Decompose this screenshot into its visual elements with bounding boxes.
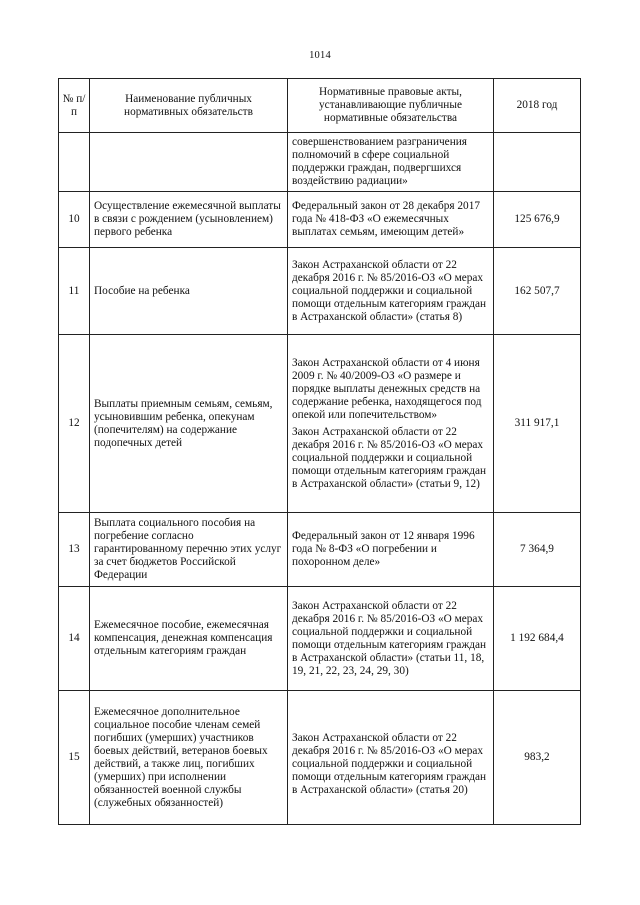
row-num: 11 — [59, 248, 90, 335]
row-name: Выплата социального пособия на погребение согласно гарантированному перечню этих услуг за счет бюджетов Российской Федерации — [90, 513, 288, 587]
row-amount: 983,2 — [494, 691, 581, 825]
row-num: 10 — [59, 192, 90, 248]
row-num: 13 — [59, 513, 90, 587]
act-text: Закон Астраханской области от 22 декабря 2016 г. № 85/2016-ОЗ «О мерах социальной поддержки и социальной помощи отдельным категориям граждан в Астраханской области» (статьи 11, 18, 19, 21, 22, 23, 24, 29, 30) — [292, 599, 487, 677]
row-amount: 7 364,9 — [494, 513, 581, 587]
obligations-table — [58, 78, 581, 825]
page-number: 1014 — [309, 50, 331, 61]
row-acts — [288, 192, 494, 248]
row-name — [90, 133, 288, 192]
row-amount: 162 507,7 — [494, 248, 581, 335]
table-row — [59, 587, 581, 691]
row-name: Осуществление ежемесячной выплаты в связи с рождением (усыновлением) первого ребенка — [90, 192, 288, 248]
table-row — [59, 335, 581, 513]
row-name: Пособие на ребенка — [90, 248, 288, 335]
row-num — [59, 133, 90, 192]
table-row — [59, 192, 581, 248]
act-text: Закон Астраханской области от 4 июня 2009 г. № 40/2009-ОЗ «О размере и порядке выплаты денежных средств на содержание ребенка, находящегося под опекой или попечительством» — [292, 356, 482, 421]
row-amount — [494, 133, 581, 192]
table-row — [59, 513, 581, 587]
act-text: Федеральный закон от 28 декабря 2017 года № 418-ФЗ «О ежемесячных выплатах семьям, имеющим детей» — [292, 200, 481, 238]
row-amount: 311 917,1 — [494, 335, 581, 513]
header-year: 2018 год — [494, 79, 581, 133]
row-num: 12 — [59, 335, 90, 513]
row-num: 15 — [59, 691, 90, 825]
row-amount: 1 192 684,4 — [494, 587, 581, 691]
row-acts — [288, 248, 494, 335]
header-name: Наименование публичных нормативных обязательств — [90, 79, 288, 133]
act-text: совершенствованием разграничения полномочий в сфере социальной поддержки граждан, подвергшихся воздействию радиации» — [292, 136, 467, 187]
row-name: Ежемесячное пособие, ежемесячная компенсация, денежная компенсация отдельным категориям граждан — [90, 587, 288, 691]
row-acts — [288, 335, 494, 513]
header-acts: Нормативные правовые акты, устанавливающие публичные нормативные обязательства — [288, 79, 494, 133]
row-acts — [288, 133, 494, 192]
table-row — [59, 248, 581, 335]
row-name: Выплаты приемным семьям, семьям, усыновившим ребенка, опекунам (попечителям) на содержание подопечных детей — [90, 335, 288, 513]
act-text: Закон Астраханской области от 22 декабря 2016 г. № 85/2016-ОЗ «О мерах социальной поддержки и социальной помощи отдельным категориям граждан в Астраханской области» (статья 8) — [292, 258, 487, 323]
table-row — [59, 133, 581, 192]
act-text: Федеральный закон от 12 января 1996 года № 8-ФЗ «О погребении и похоронном деле» — [292, 530, 475, 568]
row-acts — [288, 587, 494, 691]
act-text: Закон Астраханской области от 22 декабря 2016 г. № 85/2016-ОЗ «О мерах социальной поддержки и социальной помощи отдельным категориям граждан в Астраханской области» (статья 20) — [292, 732, 487, 796]
row-acts — [288, 691, 494, 825]
row-num: 14 — [59, 587, 90, 691]
row-amount: 125 676,9 — [494, 192, 581, 248]
header-num: № п/п — [59, 79, 90, 133]
table-row — [59, 691, 581, 825]
row-acts — [288, 513, 494, 587]
act-text: Закон Астраханской области от 22 декабря 2016 г. № 85/2016-ОЗ «О мерах социальной поддержки и социальной помощи отдельным категориям граждан в Астраханской области» (статьи 9, 12) — [292, 425, 487, 490]
row-name: Ежемесячное дополнительное социальное пособие членам семей погибших (умерших) участников боевых действий, ветеранов боевых действий, а также лиц, погибших (умерших) при исполнении обязанностей военной службы (служебных обязанностей) — [90, 691, 288, 825]
table-header-row — [59, 79, 581, 133]
